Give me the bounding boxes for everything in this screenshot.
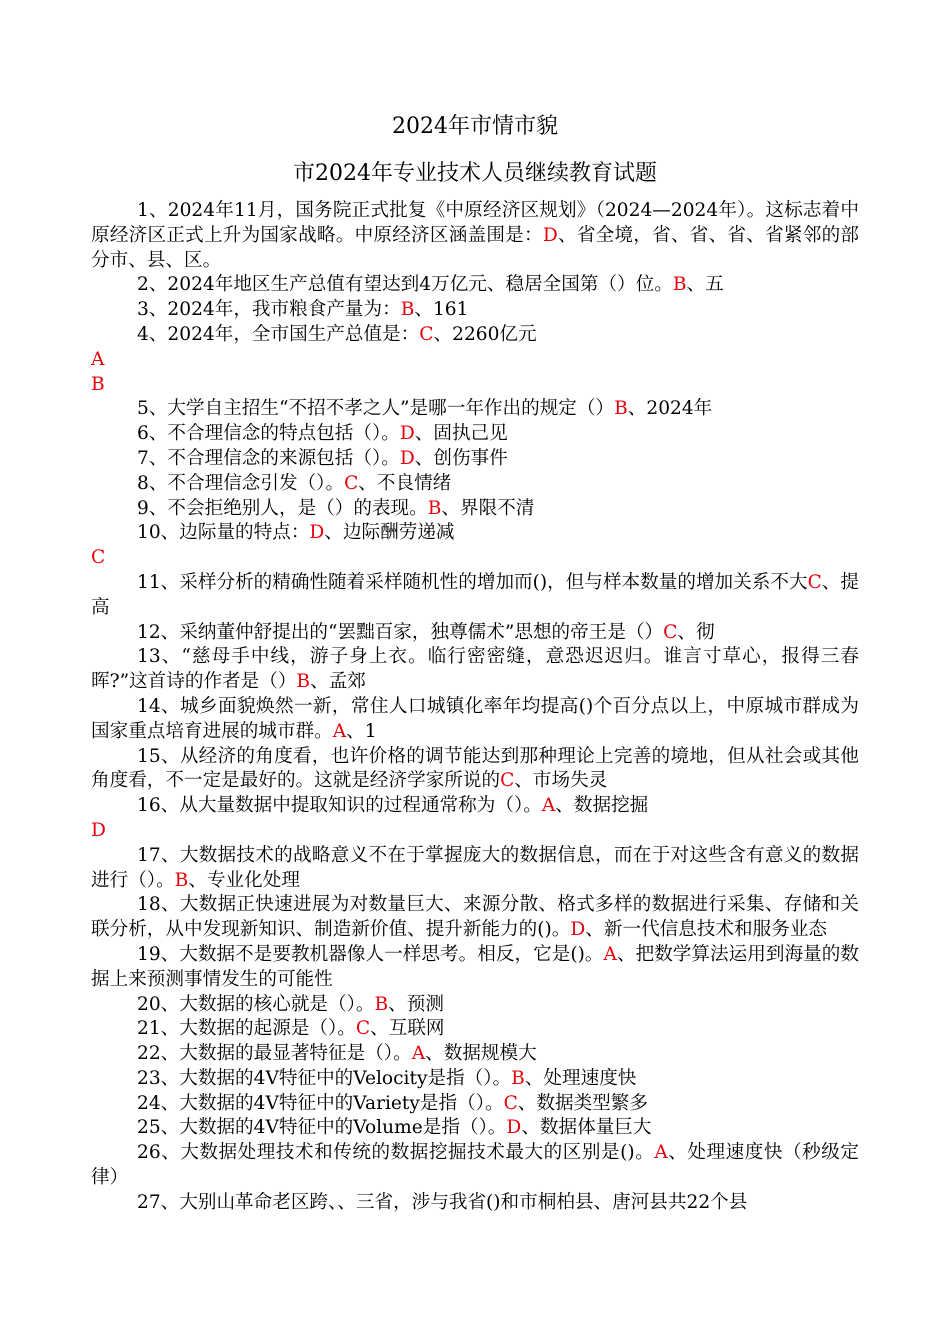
answer-letter: D bbox=[542, 224, 558, 246]
answer-text: 、2260亿元 bbox=[433, 323, 537, 345]
question-text: 22、大数据的最显著特征是（）。 bbox=[137, 1043, 412, 1065]
answer-letter: D bbox=[399, 447, 415, 469]
question-item bbox=[91, 273, 859, 298]
question-text: 14、城乡面貌焕然一新，常住人口城镇化率年均提高()个百分点以上，中原城市群成为国家重点培育进展的城市群。 bbox=[91, 695, 859, 742]
answer-letter: A bbox=[332, 720, 347, 742]
question-item bbox=[91, 397, 859, 422]
question-text: 6、不合理信念的特点包括（）。 bbox=[137, 423, 400, 445]
question-item bbox=[91, 1116, 859, 1141]
question-item bbox=[91, 1191, 859, 1216]
answer-text: 、市场失灵 bbox=[514, 770, 608, 792]
question-text: 27、大别山革命老区跨、、三省，涉与我省()和市桐柏县、唐河县共22个县 bbox=[137, 1191, 748, 1213]
answer-letter: C bbox=[500, 770, 515, 792]
answer-text: 、2024年 bbox=[627, 398, 713, 420]
answer-text: 、专业化处理 bbox=[188, 869, 300, 891]
question-text: 12、采纳董仲舒提出的“罢黜百家，独尊儒术”思想的帝王是（） bbox=[137, 621, 664, 643]
answer-text: 、界限不清 bbox=[441, 497, 535, 519]
question-item bbox=[91, 1067, 859, 1092]
question-text: 15、从经济的角度看，也许价格的调节能达到那种理论上完善的境地，但从社会或其他角度看，不一定是最好的。这就是经济学家所说的 bbox=[91, 745, 859, 792]
answer-letter: D bbox=[309, 522, 325, 544]
answer-text: 、数据规模大 bbox=[425, 1043, 537, 1065]
answer-text: 、互联网 bbox=[370, 1018, 445, 1040]
answer-marker: A bbox=[91, 348, 105, 370]
question-item bbox=[91, 943, 859, 993]
answer-letter: D bbox=[570, 919, 586, 941]
question-text: 5、大学自主招生“不招不孝之人”是哪一年作出的规定（） bbox=[137, 398, 615, 420]
answer-letter: A bbox=[654, 1142, 668, 1164]
answer-letter: C bbox=[663, 621, 678, 643]
question-text: 7、不合理信念的来源包括（）。 bbox=[137, 447, 400, 469]
answer-letter: B bbox=[511, 1067, 525, 1089]
question-item bbox=[91, 298, 859, 323]
question-item bbox=[91, 1017, 859, 1042]
answer-letter: B bbox=[296, 671, 311, 693]
question-item bbox=[91, 199, 859, 273]
answer-text: 、彻 bbox=[677, 621, 715, 643]
answer-letter: B bbox=[400, 299, 415, 321]
answer-text: 、数据类型繁多 bbox=[517, 1092, 648, 1114]
question-text: 1、2024年11月，国务院正式批复《中原经济区规划》（2024—2024年）。这标志着中原经济区正式上升为国家战略。中原经济区涵盖围是： bbox=[91, 200, 859, 246]
document-subtitle: 市2024年专业技术人员继续教育试题 bbox=[293, 161, 657, 186]
question-text: 13、“慈母手中线，游子身上衣。临行密密缝，意恐迟迟归。谁言寸草心，报得三春晖?”这首诗的作者是（） bbox=[91, 646, 859, 693]
answer-text: 、1 bbox=[346, 720, 377, 742]
answer-text: 、不良情绪 bbox=[358, 472, 452, 494]
question-text: 8、不合理信念引发（）。 bbox=[137, 472, 345, 494]
answer-letter: A bbox=[541, 795, 556, 817]
question-item bbox=[91, 993, 859, 1018]
answer-letter: D bbox=[506, 1117, 522, 1139]
question-item bbox=[91, 422, 859, 447]
question-item bbox=[91, 497, 859, 522]
question-item bbox=[91, 1092, 859, 1117]
question-item bbox=[91, 645, 859, 695]
answer-text: 、省全境，省、省、省、省紧邻的部分市、县、区。 bbox=[91, 224, 859, 271]
question-item bbox=[91, 794, 859, 819]
answer-text: 、固执己见 bbox=[414, 423, 508, 445]
answer-marker: C bbox=[91, 547, 106, 569]
question-item bbox=[91, 745, 859, 795]
answer-text: 、处理速度快（秒级定律） bbox=[91, 1142, 859, 1189]
question-item bbox=[91, 472, 859, 497]
answer-letter: A bbox=[603, 943, 617, 965]
question-text: 18、大数据正快速进展为对数量巨大、来源分散、格式多样的数据进行采集、存储和关联分析，从中发现新知识、制造新价值、提升新能力的()。 bbox=[91, 894, 859, 941]
answer-text: 、五 bbox=[686, 274, 724, 296]
answer-letter: B bbox=[672, 274, 687, 296]
document-title: 2024年市情市貌 bbox=[392, 114, 558, 139]
question-text: 24、大数据的4V特征中的Variety是指（）。 bbox=[137, 1092, 504, 1114]
answer-letter: B bbox=[427, 497, 442, 519]
answer-text: 、提高 bbox=[91, 571, 859, 618]
answer-text: 、新一代信息技术和服务业态 bbox=[585, 919, 828, 941]
question-text: 21、大数据的起源是（）。 bbox=[137, 1018, 356, 1040]
answer-text: 、边际酬劳递减 bbox=[324, 522, 455, 544]
answer-letter: B bbox=[174, 869, 189, 891]
question-text: 26、大数据处理技术和传统的数据挖掘技术最大的区别是()。 bbox=[137, 1142, 655, 1164]
question-text: 19、大数据不是要教机器像人一样思考。相反，它是()。 bbox=[137, 943, 604, 965]
answer-text: 、把数学算法运用到海量的数据上来预测事情发生的可能性 bbox=[91, 943, 859, 990]
question-text: 23、大数据的4V特征中的Velocity是指（）。 bbox=[137, 1067, 512, 1089]
answer-letter: C bbox=[344, 472, 359, 494]
answer-letter: A bbox=[411, 1043, 426, 1065]
answer-text: 、预测 bbox=[388, 993, 444, 1015]
answer-letter: B bbox=[374, 993, 389, 1015]
question-item bbox=[91, 571, 859, 621]
answer-text: 、创伤事件 bbox=[414, 447, 508, 469]
question-text: 2、2024年地区生产总值有望达到4万亿元、稳居全国第（）位。 bbox=[137, 274, 673, 296]
answer-text: 、数据体量巨大 bbox=[521, 1117, 652, 1139]
question-text: 20、大数据的核心就是（）。 bbox=[137, 993, 375, 1015]
answer-letter: C bbox=[419, 323, 434, 345]
question-list bbox=[91, 199, 859, 1216]
question-item bbox=[91, 447, 859, 472]
question-text: 10、边际量的特点： bbox=[137, 522, 310, 544]
answer-marker: B bbox=[91, 373, 105, 395]
answer-letter: C bbox=[355, 1018, 371, 1040]
question-text: 4、2024年，全市国生产总值是： bbox=[137, 323, 420, 345]
question-item bbox=[91, 1141, 859, 1191]
question-item bbox=[91, 695, 859, 745]
question-text: 3、2024年，我市粮食产量为： bbox=[137, 299, 401, 321]
question-text: 11、采样分析的精确性随着采样随机性的增加而()，但与样本数量的增加关系不大 bbox=[137, 571, 808, 593]
answer-marker: D bbox=[91, 819, 106, 841]
question-item bbox=[91, 621, 859, 646]
answer-letter: B bbox=[614, 398, 628, 420]
question-item bbox=[91, 1042, 859, 1067]
answer-text: 、161 bbox=[414, 299, 469, 321]
answer-text: 、数据挖掘 bbox=[555, 795, 649, 817]
question-text: 17、大数据技术的战略意义不在于掌握庞大的数据信息，而在于对这些含有意义的数据进行（）。 bbox=[91, 844, 859, 891]
answer-text: 、孟郊 bbox=[310, 671, 366, 693]
question-item bbox=[91, 844, 859, 894]
question-text: 9、不会拒绝别人，是（）的表现。 bbox=[137, 497, 428, 519]
question-text: 25、大数据的4V特征中的Volume是指（）。 bbox=[137, 1117, 507, 1139]
question-item bbox=[91, 521, 859, 546]
answer-letter: C bbox=[503, 1092, 518, 1114]
question-text: 16、从大量数据中提取知识的过程通常称为（）。 bbox=[137, 795, 542, 817]
answer-letter: D bbox=[399, 423, 415, 445]
answer-text: 、处理速度快 bbox=[524, 1067, 637, 1089]
question-item bbox=[91, 323, 859, 348]
answer-letter: C bbox=[807, 571, 822, 593]
question-item bbox=[91, 893, 859, 943]
